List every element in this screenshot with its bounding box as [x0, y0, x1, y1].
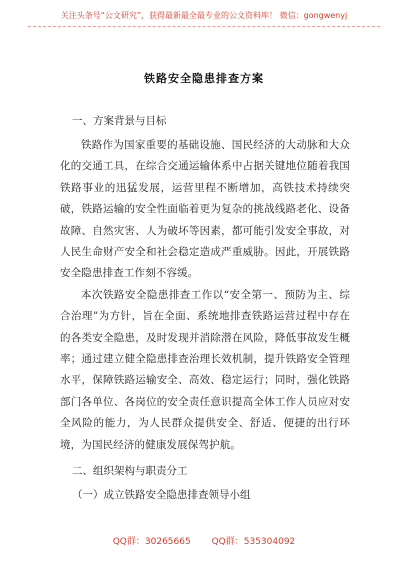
paragraph-background: 铁路作为国家重要的基础设施、国民经济的大动脉和大众化的交通工具，在综合交通运输体系中占据关键地位随着我国铁路事业的迅猛发展，运营里程不断增加，高铁技术持续突破，铁路运输的安全性面临着更为复杂的挑战线路老化、设备故障、自然灾害、人为破坏等因素，都可能引发安全事故，对人民生命财产安全和社会稳定造成严重威胁。因此，开展铁路安全隐患排查工作刻不容缓。 [60, 139, 350, 280]
promo-banner: 关注头条号“公文研究”，获得最新最全最专业的公文资料库！ 微信：gongwenyj [60, 11, 348, 20]
qq-group-2: QQ群：535304092 [211, 537, 296, 547]
section-heading-background: 一、方案背景与目标 [72, 115, 167, 127]
footer-contact [0, 534, 408, 547]
subsection-heading-leading-group: （一）成立铁路安全隐患排查领导小组 [72, 489, 251, 502]
qq-group-1: QQ群：30265665 [112, 537, 191, 547]
header-divider [28, 26, 380, 27]
document-body [60, 110, 350, 506]
paragraph-objectives: 本次铁路安全隐患排查工作以“安全第一、预防为主、综合治理”为方针，旨在全面、系统地排查铁路运营过程中存在的各类安全隐患，及时发现并消除潜在风险，降低事故发生概率；通过建立健全隐患排查治理长效机制，提升铁路安全管理水平，保障铁路运输安全、高效、稳定运行；同时，强化铁路部门各单位、各岗位的安全责任意识提高全体工作人员应对安全风险的能力，为人民群众提供安全、舒适、便捷的出行环境，为国民经济的健康发展保驾护航。 [60, 288, 350, 451]
document-title: 铁路安全隐患排查方案 [144, 72, 264, 85]
section-heading-organization: 二、组织架构与职责分工 [72, 465, 188, 478]
